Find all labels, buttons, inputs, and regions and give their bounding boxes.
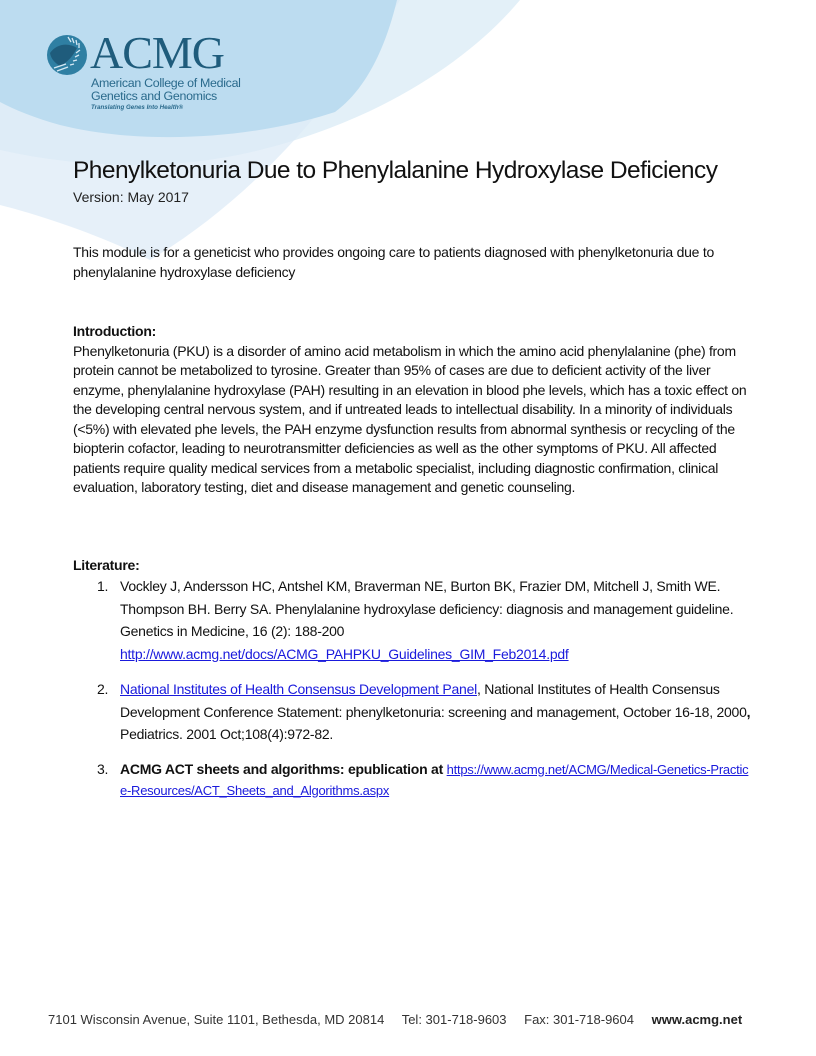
literature-section <box>73 556 753 801</box>
introduction-heading: Introduction: <box>73 323 157 339</box>
introduction-body: Phenylketonuria (PKU) is a disorder of amino acid metabolism in which the amino acid phenylalanine (phe) from protein cannot be metabolized to tyrosine. Greater than 95% of cases are due to deficient activity of the liver enzyme, phenylalanine hydroxylase (PAH) resulting in an elevation in blood phe levels, which has a toxic effect on the developing central nervous system, and if untreated leads to intellectual disability. In a minority of individuals (<5%) with elevated phe levels, the PAH enzyme dysfunction results from abnormal synthesis or recycling of the biopterin cofactor, leading to neurotransmitter deficiencies as well as the other symptoms of PKU. All affected patients require quality medical services from a metabolic specialist, including diagnostic confirmation, clinical evaluation, laboratory testing, diet and disease management and genetic counseling. <box>73 342 747 495</box>
literature-item-number: 2. <box>97 681 109 697</box>
page-footer <box>48 1011 768 1029</box>
literature-item-number: 1. <box>97 578 109 594</box>
act-sheets-link[interactable]: https://www.acmg.net/ACMG/Medical-Genetics-Practice-Resources/ACT_Sheets_and_Algorithms.aspx <box>120 761 749 798</box>
literature-item-citation: Vockley J, Andersson HC, Antshel KM, Braverman NE, Burton BK, Frazier DM, Mitchell J, Smith WE. Thompson BH. Berry SA. Phenylalanine hydroxylase deficiency: diagnosis and management guideline. Genetics in Medicine, 16 (2): 188-200 <box>120 578 734 639</box>
literature-item-bold-text: ACMG ACT sheets and algorithms: epublication at <box>120 760 447 777</box>
module-statement: This module is for a geneticist who provides ongoing care to patients diagnosed with phenylketonuria due to phenylalanine hydroxylase deficiency <box>73 244 714 280</box>
document-title: Phenylketonuria Due to Phenylalanine Hydroxylase Deficiency <box>73 157 718 184</box>
logo-wordmark: ACMG <box>90 27 225 78</box>
logo-tagline: Translating Genes Into Health® <box>91 104 184 111</box>
pah-pku-guidelines-link[interactable]: http://www.acmg.net/docs/ACMG_PAHPKU_Guidelines_GIM_Feb2014.pdf <box>120 645 569 662</box>
literature-item-citation-end: Pediatrics. 2001 Oct;108(4):972-82. <box>120 726 334 742</box>
literature-item-citation: , National Institutes of Health Consensus Development Conference Statement: phenylketonuria: screening and management, October 16-18, 2000 <box>120 681 747 720</box>
literature-item <box>73 575 753 665</box>
footer-fax: Fax: 301-718-9604 <box>524 1012 634 1027</box>
footer-website-link[interactable]: www.acmg.net <box>651 1012 743 1027</box>
nih-consensus-panel-link[interactable]: National Institutes of Health Consensus Development Panel <box>120 681 477 697</box>
literature-item <box>73 678 753 746</box>
literature-item-number: 3. <box>97 760 109 777</box>
logo-org-name-line2: Genetics and Genomics <box>91 89 217 103</box>
literature-heading: Literature: <box>73 557 140 573</box>
logo-org-name-line1: American College of Medical <box>91 76 241 90</box>
literature-list <box>73 575 753 801</box>
literature-item <box>73 759 753 801</box>
footer-tel: Tel: 301-718-9603 <box>401 1012 507 1027</box>
footer-address: 7101 Wisconsin Avenue, Suite 1101, Bethesda, MD 20814 <box>48 1012 385 1027</box>
acmg-dna-globe-icon <box>46 34 88 76</box>
document-version: Version: May 2017 <box>73 189 189 205</box>
literature-item-bold-comma: , <box>746 703 751 720</box>
logo-org-name <box>91 77 241 103</box>
introduction-section <box>73 322 753 498</box>
